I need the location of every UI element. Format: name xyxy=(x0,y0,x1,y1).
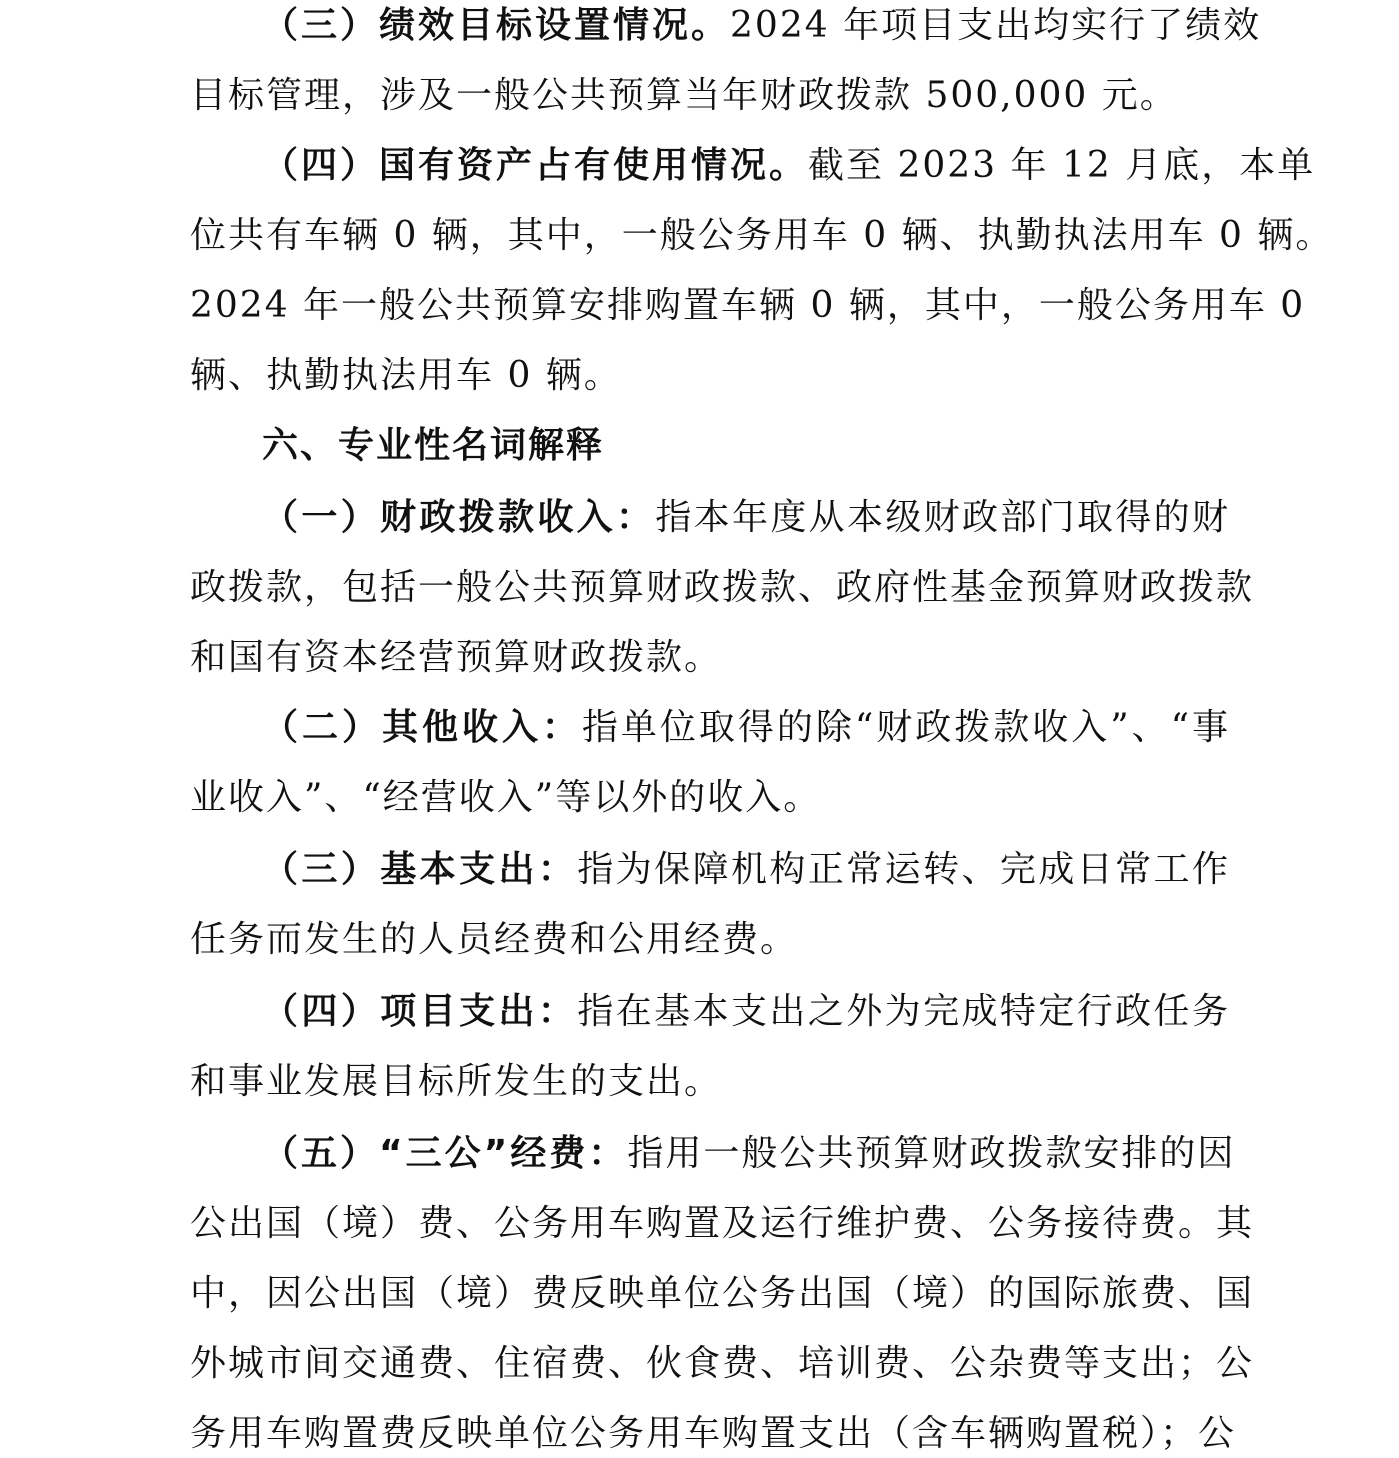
definition-text: 指在基本支出之外为完成特定行政任务 xyxy=(577,991,1230,1032)
paragraph-lead: （三）绩效目标设置情况。 xyxy=(262,5,731,46)
paragraph-assets-line-1 xyxy=(262,142,1316,190)
paragraph-performance-line-2: 目标管理，涉及一般公共预算当年财政拨款 500,000 元。 xyxy=(190,75,1178,116)
definition-three-line-2: 公出国（境）费、公务用车购置及运行维护费、公务接待费。其 xyxy=(190,1203,1255,1244)
paragraph-text: 截至 2023 年 12 月底，本单 xyxy=(808,145,1316,186)
definition-project-line-2: 和事业发展目标所发生的支出。 xyxy=(190,1061,723,1102)
definition-three-line-5: 务用车购置费反映单位公务用车购置支出（含车辆购置税）；公 xyxy=(190,1413,1237,1454)
definition-three-line-3: 中，因公出国（境）费反映单位公务出国（境）的国际旅费、国 xyxy=(190,1273,1255,1314)
definition-three-line-4: 外城市间交通费、住宿费、伙食费、培训费、公杂费等支出；公 xyxy=(190,1343,1255,1384)
paragraph-assets-line-2: 位共有车辆 0 辆，其中，一般公务用车 0 辆、执勤执法用车 0 辆。 xyxy=(190,215,1334,256)
definition-basic-line-1 xyxy=(262,846,1230,894)
definition-fiscal-line-2: 政拨款，包括一般公共预算财政拨款、政府性基金预算财政拨款 xyxy=(190,567,1255,608)
paragraph-performance-line-1 xyxy=(262,2,1262,50)
definition-term: （二）其他收入： xyxy=(262,707,582,748)
paragraph-assets-line-4: 辆、执勤执法用车 0 辆。 xyxy=(190,355,622,396)
section-heading: 六、专业性名词解释 xyxy=(262,425,605,466)
definition-text: 指本年度从本级财政部门取得的财 xyxy=(655,497,1230,538)
definition-project-line-1 xyxy=(262,988,1230,1036)
definition-term: （一）财政拨款收入： xyxy=(262,497,656,538)
definition-basic-line-2: 任务而发生的人员经费和公用经费。 xyxy=(190,919,799,960)
definition-three-line-1 xyxy=(262,1130,1236,1178)
paragraph-lead: （四）国有资产占有使用情况。 xyxy=(262,145,809,186)
definition-text: 指为保障机构正常运转、完成日常工作 xyxy=(577,849,1230,890)
paragraph-assets-line-3: 2024 年一般公共预算安排购置车辆 0 辆，其中，一般公务用车 0 xyxy=(190,285,1306,326)
definition-fiscal-line-3: 和国有资本经营预算财政拨款。 xyxy=(190,637,723,678)
definition-other-line-1 xyxy=(262,704,1230,752)
definition-term: （五）“三公”经费： xyxy=(262,1133,628,1174)
definition-text: 指单位取得的除“财政拨款收入”、“事 xyxy=(581,707,1230,748)
definition-fiscal-line-1 xyxy=(262,494,1230,542)
definition-term: （四）项目支出： xyxy=(262,991,578,1032)
definition-text: 指用一般公共预算财政拨款安排的因 xyxy=(627,1133,1236,1174)
definition-term: （三）基本支出： xyxy=(262,849,578,890)
paragraph-text: 2024 年项目支出均实行了绩效 xyxy=(730,5,1262,46)
definition-other-line-2: 业收入”、“经营收入”等以外的收入。 xyxy=(190,777,822,818)
